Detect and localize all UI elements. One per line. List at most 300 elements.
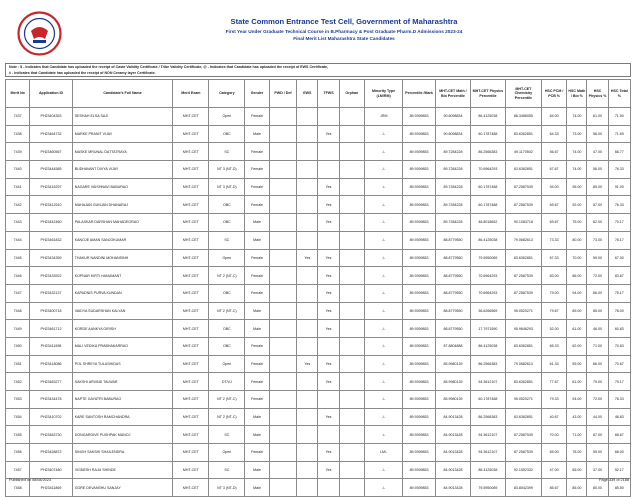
- table-cell: VAIDYA SUDARSHAN KALYAN: [72, 302, 173, 320]
- table-cell: KARE SANTOSH RAMCHANDRA: [72, 408, 173, 426]
- table-cell: 86.00: [567, 267, 587, 285]
- published-date: Published on 08/08/2023: [9, 478, 52, 482]
- table-cell: 70.17: [608, 214, 630, 232]
- table-cell: 83.6362851: [505, 249, 541, 267]
- table-cell: 88.8779550: [435, 320, 470, 338]
- table-cell: 85.50: [608, 479, 630, 497]
- table-cell: 89.9399853: [403, 249, 436, 267]
- table-cell: 85.67: [541, 479, 566, 497]
- table-cell: 46.83: [608, 408, 630, 426]
- table-cell: 89.9399853: [403, 461, 436, 479]
- table-cell: -/RM: [365, 108, 403, 126]
- table-cell: PH23464732: [30, 125, 72, 143]
- table-cell: Male: [245, 461, 269, 479]
- note-line: Note : $ - Indicates that Candidate has uploaded the receipt of Caste Validity Certificate / Tribe Validity Certificate, @ - Indicates that Candidate has uploaded the receipt of EWS Certificate,: [9, 65, 329, 69]
- table-cell: 89.9399853: [403, 284, 436, 302]
- table-cell: 88.8779550: [435, 284, 470, 302]
- table-cell: 94.3612107: [470, 373, 505, 391]
- table-cell: MHT-CET: [173, 143, 209, 161]
- table-cell: 87.2587539: [505, 196, 541, 214]
- table-cell: 7454: [6, 408, 30, 426]
- table-cell: MARKE PRANIT VIJAY: [72, 125, 173, 143]
- table-cell: [339, 391, 364, 409]
- table-cell: 73.33: [541, 231, 566, 249]
- table-cell: [269, 391, 297, 409]
- table-cell: Female: [245, 108, 269, 126]
- table-cell: 89.7284228: [435, 214, 470, 232]
- table-cell: 89.9399853: [403, 373, 436, 391]
- table-cell: MHT-CET: [173, 355, 209, 373]
- table-cell: MHT-CET: [173, 302, 209, 320]
- table-cell: PALASKAR DARSHAN MAHADEORAO: [72, 214, 173, 232]
- column-header: Application ID: [30, 80, 72, 108]
- table-cell: LM/-: [365, 444, 403, 462]
- table-cell: VIGNESH RAJU SHINDE: [72, 461, 173, 479]
- table-cell: Yes: [318, 267, 339, 285]
- table-cell: 40.67: [541, 408, 566, 426]
- table-cell: 7447: [6, 284, 30, 302]
- column-header: Merit No: [6, 80, 30, 108]
- table-cell: [269, 408, 297, 426]
- table-cell: [269, 214, 297, 232]
- table-cell: -/-: [365, 461, 403, 479]
- table-cell: 77.67: [541, 373, 566, 391]
- table-cell: [269, 444, 297, 462]
- table-cell: 94.00: [567, 284, 587, 302]
- table-cell: 78.17: [608, 231, 630, 249]
- table-row: [6, 337, 631, 355]
- table-cell: [318, 143, 339, 161]
- table-cell: 95.0520271: [505, 391, 541, 409]
- table-cell: PH23411998: [30, 337, 72, 355]
- table-cell: PH23463277: [30, 373, 72, 391]
- table-cell: -/-: [365, 391, 403, 409]
- table-cell: 89.9399853: [403, 267, 436, 285]
- table-cell: [339, 461, 364, 479]
- table-cell: 91.00: [608, 178, 630, 196]
- table-cell: Open: [209, 108, 245, 126]
- table-cell: 86.2566383: [470, 408, 505, 426]
- table-cell: [339, 249, 364, 267]
- table-cell: [269, 479, 297, 497]
- table-cell: BUDHAVANT DIVYA VIJAY: [72, 161, 173, 179]
- table-cell: 89.9399853: [403, 196, 436, 214]
- table-cell: [297, 125, 318, 143]
- table-cell: Male: [245, 214, 269, 232]
- table-cell: PH23416297: [30, 178, 72, 196]
- table-cell: 7445: [6, 249, 30, 267]
- table-cell: 79.33: [541, 391, 566, 409]
- table-cell: NAPTE GAYATRI BABURAO: [72, 391, 173, 409]
- table-cell: PH23434359: [30, 249, 72, 267]
- table-cell: 75.00: [567, 214, 587, 232]
- table-cell: [269, 143, 297, 161]
- table-cell: Yes: [297, 355, 318, 373]
- table-cell: [297, 284, 318, 302]
- table-cell: 79.0682613: [505, 355, 541, 373]
- table-cell: -/-: [365, 426, 403, 444]
- table-cell: 89.9399853: [403, 214, 436, 232]
- column-header: HSC Total %: [608, 80, 630, 108]
- table-cell: 43.00: [567, 408, 587, 426]
- table-cell: PH23418086: [30, 355, 72, 373]
- table-row: [6, 355, 631, 373]
- table-cell: MHT-CET: [173, 337, 209, 355]
- table-cell: 65.00: [541, 444, 566, 462]
- table-cell: [318, 479, 339, 497]
- table-cell: [269, 161, 297, 179]
- table-cell: 7458: [6, 479, 30, 497]
- table-cell: Female: [245, 249, 269, 267]
- column-header: HSC Math / Bio %: [567, 80, 587, 108]
- table-cell: 89.9399853: [403, 391, 436, 409]
- table-cell: Male: [245, 125, 269, 143]
- table-cell: 89.9399853: [403, 302, 436, 320]
- table-cell: 7457: [6, 461, 30, 479]
- table-cell: 7453: [6, 391, 30, 409]
- table-cell: NT 3 (NT-D): [209, 161, 245, 179]
- table-cell: 60.83: [608, 320, 630, 338]
- table-cell: [339, 337, 364, 355]
- table-cell: Male: [245, 320, 269, 338]
- table-cell: 70.83: [608, 337, 630, 355]
- table-cell: MHT-CET: [173, 284, 209, 302]
- table-cell: 86.4125038: [470, 337, 505, 355]
- table-cell: Female: [245, 267, 269, 285]
- table-cell: [297, 426, 318, 444]
- table-cell: Yes: [318, 302, 339, 320]
- column-header: Minority Type (LM/RM): [365, 80, 403, 108]
- table-cell: [318, 391, 339, 409]
- table-cell: 60.1787488: [470, 125, 505, 143]
- table-cell: 48.8018652: [470, 214, 505, 232]
- table-cell: 73.00: [567, 125, 587, 143]
- table-cell: PH23461712: [30, 320, 72, 338]
- table-cell: MHT-CET: [173, 161, 209, 179]
- table-cell: SC: [209, 231, 245, 249]
- table-cell: 70.6964293: [470, 161, 505, 179]
- table-cell: PH23410702: [30, 408, 72, 426]
- table-cell: 92.1592332: [505, 461, 541, 479]
- table-cell: MALI VEDIKA PRABHAKARRAO: [72, 337, 173, 355]
- table-cell: 88.8779550: [435, 231, 470, 249]
- table-cell: PH23444585: [30, 161, 72, 179]
- table-cell: 64.33: [541, 125, 566, 143]
- table-cell: Male: [245, 231, 269, 249]
- table-cell: 49.1170502: [505, 143, 541, 161]
- table-cell: 83.6362851: [505, 408, 541, 426]
- course-subtitle: First Year Under Graduate Technical Course in B.Pharmacy & Post Graduate Pharm.D Admissions 2023-24: [225, 29, 463, 34]
- table-cell: 76.33: [608, 196, 630, 214]
- table-cell: MHT-CET: [173, 444, 209, 462]
- table-cell: 89.7284228: [435, 161, 470, 179]
- table-cell: 87.2587539: [505, 178, 541, 196]
- table-cell: PH23463730: [30, 426, 72, 444]
- column-header: Merit Exam: [173, 80, 209, 108]
- table-cell: -/-: [365, 125, 403, 143]
- table-cell: [339, 161, 364, 179]
- table-row: [6, 214, 631, 232]
- table-cell: 70.6964293: [470, 267, 505, 285]
- table-cell: [297, 302, 318, 320]
- table-cell: [318, 337, 339, 355]
- merit-list-table: [5, 79, 631, 497]
- table-cell: 79.67: [541, 302, 566, 320]
- table-cell: 84.9013428: [435, 479, 470, 497]
- table-cell: MHT-CET: [173, 178, 209, 196]
- table-cell: PH23461832: [30, 231, 72, 249]
- table-cell: MHT-CET: [173, 479, 209, 497]
- table-cell: 87.2587539: [505, 284, 541, 302]
- table-cell: [318, 231, 339, 249]
- table-cell: SESHAH ELSA SAJI: [72, 108, 173, 126]
- table-cell: [269, 373, 297, 391]
- table-cell: 68.00: [608, 444, 630, 462]
- table-cell: 86.4125038: [470, 461, 505, 479]
- table-cell: 80.00: [567, 231, 587, 249]
- table-row: [6, 267, 631, 285]
- table-cell: 52.00: [541, 320, 566, 338]
- table-cell: 89.9399853: [403, 178, 436, 196]
- table-row: [6, 320, 631, 338]
- table-cell: MHT-CET: [173, 320, 209, 338]
- table-cell: 89.9399853: [403, 231, 436, 249]
- table-cell: 46.00: [587, 320, 608, 338]
- table-cell: Yes: [318, 444, 339, 462]
- table-cell: 7451: [6, 355, 30, 373]
- table-cell: 7455: [6, 426, 30, 444]
- table-cell: PH23434478: [30, 391, 72, 409]
- table-cell: 36.6266569: [470, 302, 505, 320]
- table-cell: 75.17: [608, 284, 630, 302]
- table-cell: Female: [245, 355, 269, 373]
- table-cell: Yes: [318, 178, 339, 196]
- page-header: [0, 0, 638, 64]
- table-cell: 89.9399853: [403, 161, 436, 179]
- table-cell: 89.7284228: [435, 196, 470, 214]
- table-cell: Male: [245, 479, 269, 497]
- table-cell: MHT-CET: [173, 408, 209, 426]
- table-cell: 89.9399853: [403, 426, 436, 444]
- table-cell: 88.8779550: [435, 249, 470, 267]
- table-cell: [297, 461, 318, 479]
- table-cell: PH23412910: [30, 196, 72, 214]
- table-cell: Female: [245, 444, 269, 462]
- table-cell: [297, 408, 318, 426]
- table-cell: 65.33: [541, 337, 566, 355]
- table-cell: 76.33: [608, 161, 630, 179]
- table-cell: PH23411869: [30, 479, 72, 497]
- table-cell: 59.00: [567, 355, 587, 373]
- table-cell: 7446: [6, 267, 30, 285]
- table-cell: Female: [245, 143, 269, 161]
- table-cell: [339, 178, 364, 196]
- table-cell: [269, 426, 297, 444]
- table-cell: 7448: [6, 302, 30, 320]
- table-cell: 89.00: [587, 178, 608, 196]
- table-cell: NT 2 (NT-C): [209, 391, 245, 409]
- table-cell: 79.00: [587, 373, 608, 391]
- table-cell: [297, 391, 318, 409]
- table-cell: [339, 143, 364, 161]
- table-cell: DONGARDIVE PUSHPAK MANOJ: [72, 426, 173, 444]
- table-cell: NAGARE VAISHNAVI BABURAO: [72, 178, 173, 196]
- table-row: [6, 143, 631, 161]
- table-cell: -/-: [365, 143, 403, 161]
- table-cell: [297, 161, 318, 179]
- table-row: [6, 249, 631, 267]
- table-cell: [297, 444, 318, 462]
- table-cell: [339, 267, 364, 285]
- table-cell: [269, 284, 297, 302]
- table-cell: 66.00: [587, 355, 608, 373]
- table-cell: 84.9013428: [435, 461, 470, 479]
- table-row: [6, 444, 631, 462]
- table-cell: [339, 108, 364, 126]
- table-cell: -/-: [365, 231, 403, 249]
- table-cell: -/-: [365, 408, 403, 426]
- page-number: Page 339 of 2188: [599, 478, 629, 482]
- table-cell: 88.8779550: [435, 302, 470, 320]
- column-header: Gender: [245, 80, 269, 108]
- table-cell: 79.0682613: [505, 231, 541, 249]
- table-cell: 47.00: [587, 143, 608, 161]
- table-cell: 61.00: [587, 108, 608, 126]
- table-cell: Yes: [297, 249, 318, 267]
- table-cell: 87.2587539: [505, 444, 541, 462]
- table-cell: 92.00: [567, 196, 587, 214]
- table-cell: [339, 214, 364, 232]
- table-cell: OBC: [209, 337, 245, 355]
- table-cell: NT 3 (NT-D): [209, 479, 245, 497]
- table-cell: 89.7284228: [435, 178, 470, 196]
- column-header: PWD / Def: [269, 80, 297, 108]
- table-cell: [297, 267, 318, 285]
- table-cell: 7449: [6, 320, 30, 338]
- table-cell: 7441: [6, 178, 30, 196]
- table-cell: 7452: [6, 373, 30, 391]
- table-cell: 94.00: [541, 178, 566, 196]
- table-cell: KOPNAR KIRTI HANUMANT: [72, 267, 173, 285]
- cet-cell-emblem-icon: [17, 11, 62, 56]
- table-cell: GORE DEVANSHU SANJAY: [72, 479, 173, 497]
- table-cell: 70.00: [541, 426, 566, 444]
- table-cell: [318, 161, 339, 179]
- table-cell: [269, 249, 297, 267]
- table-cell: Yes: [318, 355, 339, 373]
- note-line: # - Indicates that Candidate has uploaded the receipt of NON Creamy layer Certificate.: [9, 70, 156, 75]
- table-cell: -/-: [365, 479, 403, 497]
- table-cell: Open: [209, 249, 245, 267]
- table-cell: MHT-CET: [173, 125, 209, 143]
- table-cell: SC: [209, 426, 245, 444]
- table-cell: 60.1787488: [470, 196, 505, 214]
- table-cell: OBC: [209, 196, 245, 214]
- table-cell: 84.9013428: [435, 408, 470, 426]
- table-cell: MHT-CET: [173, 196, 209, 214]
- table-cell: 94.3612107: [470, 426, 505, 444]
- table-cell: 79.5950089: [470, 479, 505, 497]
- table-cell: Female: [245, 284, 269, 302]
- table-cell: -/-: [365, 337, 403, 355]
- table-cell: 72.00: [587, 391, 608, 409]
- table-cell: 59.00: [587, 444, 608, 462]
- table-cell: SAKSHI ARVIND TALWAR: [72, 373, 173, 391]
- table-cell: SC: [209, 461, 245, 479]
- table-cell: [339, 444, 364, 462]
- table-cell: 83.00: [541, 267, 566, 285]
- table-cell: 74.00: [567, 143, 587, 161]
- table-cell: OBC: [209, 284, 245, 302]
- table-cell: POL SHREYA TULASHIDAS: [72, 355, 173, 373]
- table-cell: 83.6362851: [505, 373, 541, 391]
- table-cell: 84.9013428: [435, 444, 470, 462]
- table-cell: 83.8042399: [505, 479, 541, 497]
- table-cell: Yes: [318, 461, 339, 479]
- table-cell: [269, 196, 297, 214]
- table-cell: 85.00: [587, 302, 608, 320]
- table-cell: 7439: [6, 143, 30, 161]
- table-cell: -/-: [365, 196, 403, 214]
- table-cell: 90.6098834: [435, 108, 470, 126]
- table-cell: 61.00: [567, 320, 587, 338]
- table-cell: [269, 320, 297, 338]
- table-cell: 56.67: [541, 143, 566, 161]
- table-cell: [339, 231, 364, 249]
- table-cell: 59.00: [587, 249, 608, 267]
- table-row: [6, 479, 631, 497]
- table-cell: 85.9980139: [435, 355, 470, 373]
- table-row: [6, 373, 631, 391]
- table-cell: Yes: [318, 125, 339, 143]
- table-cell: 86.2566383: [470, 355, 505, 373]
- column-header: TFWS: [318, 80, 339, 108]
- table-cell: 80.00: [587, 479, 608, 497]
- table-cell: 7442: [6, 196, 30, 214]
- table-cell: PH23442460: [30, 214, 72, 232]
- table-cell: 67.00: [608, 249, 630, 267]
- table-cell: 66.77: [608, 143, 630, 161]
- table-cell: [339, 125, 364, 143]
- table-cell: DT/VJ: [209, 373, 245, 391]
- table-cell: KAPADNIS PURVA KUNDAN: [72, 284, 173, 302]
- table-cell: 67.00: [587, 426, 608, 444]
- table-cell: 88.8779550: [435, 267, 470, 285]
- table-cell: 87.2587539: [505, 267, 541, 285]
- column-header: MHT-CET Physics Percentile: [470, 80, 505, 108]
- table-cell: 62.00: [567, 337, 587, 355]
- table-cell: [297, 320, 318, 338]
- table-cell: 89.9399853: [403, 444, 436, 462]
- table-cell: [339, 302, 364, 320]
- table-row: [6, 196, 631, 214]
- table-cell: NT 2 (NT-C): [209, 302, 245, 320]
- table-cell: [297, 479, 318, 497]
- column-header: MHT-CET Math / Bio Percentile: [435, 80, 470, 108]
- table-cell: [318, 426, 339, 444]
- table-cell: 89.9399853: [403, 125, 436, 143]
- table-cell: 83.67: [608, 267, 630, 285]
- table-cell: 44.00: [587, 408, 608, 426]
- table-cell: 87.8804888: [435, 337, 470, 355]
- table-cell: Open: [209, 355, 245, 373]
- table-cell: 57.00: [587, 196, 608, 214]
- table-cell: 67.67: [541, 161, 566, 179]
- column-header: HSC Physics %: [587, 80, 608, 108]
- table-cell: 56.00: [587, 161, 608, 179]
- table-cell: MHT-CET: [173, 373, 209, 391]
- table-cell: Female: [245, 337, 269, 355]
